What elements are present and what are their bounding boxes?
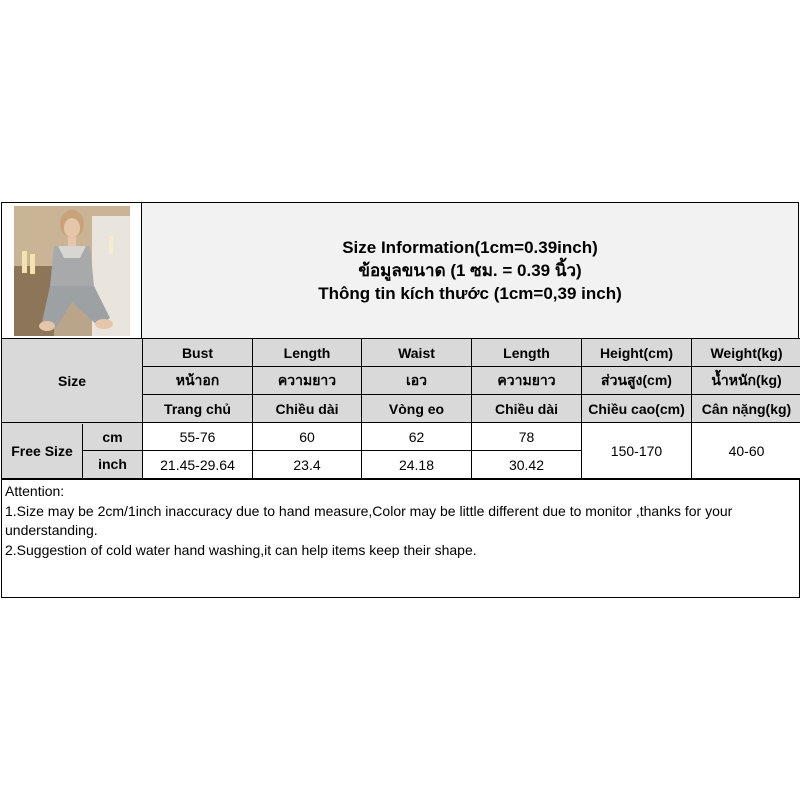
col-height-en: Height(cm) — [582, 339, 692, 367]
header-row-english — [2, 339, 800, 367]
title-vietnamese: Thông tin kích thước (1cm=0,39 inch) — [318, 284, 622, 303]
col-weight-vi: Cân nặng(kg) — [692, 395, 800, 423]
col-waist-vi: Vòng eo — [362, 395, 472, 423]
attention-notes — [1, 479, 800, 598]
bust-inch: 21.45-29.64 — [143, 451, 253, 479]
col-waist-th: เอว — [362, 367, 472, 395]
unit-cm: cm — [83, 424, 142, 452]
col-length2-en: Length — [472, 339, 582, 367]
note-measurement: 1.Size may be 2cm/1inch inaccuracy due to hand measure,Color may be little different due to monitor ,thanks for your understanding. — [5, 502, 733, 538]
length2-inch: 30.42 — [472, 451, 582, 479]
col-bust-th: หน้าอก — [143, 367, 253, 395]
col-length2-th: ความยาว — [472, 367, 582, 395]
size-info-title — [141, 202, 799, 339]
note-washing: 2.Suggestion of cold water hand washing,it can help items keep their shape. — [5, 541, 477, 558]
length-cm: 60 — [253, 423, 362, 451]
height-range: 150-170 — [582, 423, 692, 479]
waist-inch: 24.18 — [362, 451, 472, 479]
col-length-th: ความยาว — [253, 367, 362, 395]
col-length-vi: Chiều dài — [253, 395, 362, 423]
size-chart — [0, 202, 800, 598]
col-height-vi: Chiều cao(cm) — [582, 395, 692, 423]
title-thai: ข้อมูลขนาด (1 ซม. = 0.39 นิ้ว) — [358, 261, 582, 280]
title-english: Size Information(1cm=0.39inch) — [342, 238, 598, 257]
waist-cm: 62 — [362, 423, 472, 451]
col-length-en: Length — [253, 339, 362, 367]
col-length2-vi: Chiều dài — [472, 395, 582, 423]
product-photo — [14, 206, 130, 336]
unit-inch: inch — [98, 456, 127, 473]
length-inch: 23.4 — [253, 451, 362, 479]
col-weight-en: Weight(kg) — [692, 339, 800, 367]
size-table — [1, 338, 800, 479]
free-size-cell — [2, 423, 143, 479]
product-photo-cell — [1, 202, 142, 339]
free-size-label: Free Size — [2, 424, 83, 478]
length2-cm: 78 — [472, 423, 582, 451]
bust-cm: 55-76 — [143, 423, 253, 451]
col-waist-en: Waist — [362, 339, 472, 367]
col-height-th: ส่วนสูง(cm) — [582, 367, 692, 395]
size-label: Size — [2, 339, 143, 423]
data-row-cm — [2, 423, 800, 451]
weight-range: 40-60 — [692, 423, 800, 479]
col-bust-en: Bust — [143, 339, 253, 367]
col-bust-vi: Trang chủ — [143, 395, 253, 423]
col-weight-th: น้ำหนัก(kg) — [692, 367, 800, 395]
notes-heading: Attention: — [5, 483, 65, 499]
